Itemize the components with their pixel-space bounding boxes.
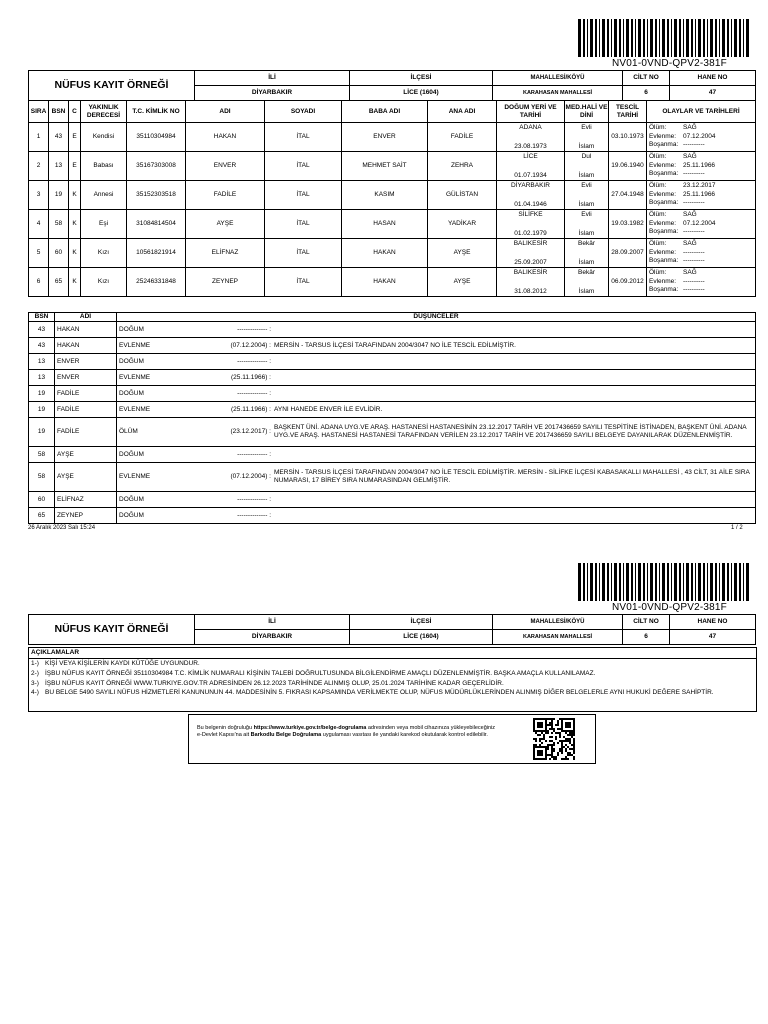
explanation-item: 4-) BU BELGE 5490 SAYILI NÜFUS HİZMETLERİ KANUNUNUN 44. MADDESİNİN 5. FIKRASI KAPSAMINDA VERİLMEKTE OLUP, NÜFUS MÜDÜRLÜKLERİNDEN ALINMIŞ DİĞER BELGELERLE AYNI HUKUKİ DEĞERE SAHİPTİR. (31, 689, 714, 697)
medeni-hali-dini: Bekâr İslam (565, 268, 609, 297)
cinsiyet: K (69, 268, 81, 297)
note-detail (117, 402, 756, 418)
ana-adi: AYŞE (428, 268, 497, 297)
note-bsn: 58 (29, 463, 55, 492)
person-row (29, 181, 756, 210)
hane-value: 47 (670, 86, 756, 101)
baba-adi: KASIM (342, 181, 428, 210)
dogum-yeri-tarihi: BALIKESİR 31.08.2012 (497, 268, 565, 297)
cilt-label: CİLT NO (623, 71, 670, 86)
yakinlik: Eşi (81, 210, 127, 239)
note-event: EVLENME (119, 405, 151, 413)
bsn: 60 (49, 239, 69, 268)
col-sira: SIRA (29, 101, 49, 123)
col-c: C (69, 101, 81, 123)
col-ana: ANA ADI (428, 101, 497, 123)
note-event: EVLENME (119, 341, 151, 349)
tc-kimlik-no: 31084814504 (127, 210, 186, 239)
ilce-label: İLÇESİ (350, 71, 493, 86)
note-date: -------------- : (237, 511, 271, 519)
il-label: İLİ (195, 615, 350, 630)
medeni-hali-dini: Evli İslam (565, 210, 609, 239)
tescil-tarihi: 19.06.1940 (609, 152, 647, 181)
note-row (29, 508, 756, 524)
note-bsn: 19 (29, 402, 55, 418)
note-date: (25.11.1966) : (231, 405, 271, 413)
explanation-item: 3-) İŞBU NÜFUS KAYIT ÖRNEĞİ WWW.TURKIYE.GOV.TR ADRESİNDEN 26.12.2023 TARİHİNDE ALINMIŞ OLUP, 25.01.2024 TARİHİNE KADAR GEÇERLİDİR. (31, 679, 504, 687)
note-adi: HAKAN (55, 322, 117, 338)
dogum-yeri-tarihi: DİYARBAKIR 01.04.1946 (497, 181, 565, 210)
barcode (578, 19, 752, 57)
ana-adi: YADİKAR (428, 210, 497, 239)
header-table (28, 70, 756, 101)
verification-text: Bu belgenin doğruluğu https://www.turkiye.gov.tr/belge-dogrulama adresinden veya mobil cihazınıza yükleyebileceğiniz e-Devlet Kapısı'na ait Barkodlu Belge Doğrulama uygulaması vasıtası ile yandaki karekod okutularak kontrol edilebilir. (197, 725, 496, 739)
person-row (29, 152, 756, 181)
yakinlik: Babası (81, 152, 127, 181)
note-detail (117, 370, 756, 386)
sira: 2 (29, 152, 49, 181)
adi: ELİFNAZ (186, 239, 265, 268)
col-soyadi: SOYADI (265, 101, 342, 123)
explanations-box (28, 647, 757, 712)
cinsiyet: K (69, 239, 81, 268)
baba-adi: MEHMET SAİT (342, 152, 428, 181)
note-bsn: 13 (29, 354, 55, 370)
note-detail (117, 508, 756, 524)
print-timestamp: 26 Aralık 2023 Salı 15:24 (28, 525, 96, 531)
olaylar: Ölüm: SAĞ Evlenme: 25.11.1966 Boşanma: ---------- (647, 152, 756, 181)
note-text: AYNI HANEDE ENVER İLE EVLİDİR. (274, 405, 383, 413)
mahalle-value: KARAHASAN MAHALLESİ (493, 630, 623, 645)
note-date: -------------- : (237, 357, 271, 365)
note-detail (117, 492, 756, 508)
col-adi: ADI (186, 101, 265, 123)
note-date: -------------- : (237, 495, 271, 503)
note-row (29, 338, 756, 354)
page-number: 1 / 2 (731, 525, 743, 531)
medeni-hali-dini: Dul İslam (565, 152, 609, 181)
notes-table (28, 312, 756, 524)
note-adi: HAKAN (55, 338, 117, 354)
hane-label: HANE NO (670, 71, 756, 86)
adi: AYŞE (186, 210, 265, 239)
note-event: DOĞUM (119, 450, 144, 458)
note-event: EVLENME (119, 473, 151, 481)
notes-col-dusunceler: DÜŞÜNCELER (117, 313, 756, 322)
ana-adi: AYŞE (428, 239, 497, 268)
note-row (29, 418, 756, 447)
col-medeni: MED.HALİ VE DİNİ (565, 101, 609, 123)
soyadi: İTAL (265, 181, 342, 210)
cilt-value: 6 (623, 630, 670, 645)
olaylar: Ölüm: 23.12.2017 Evlenme: 25.11.1966 Boşanma: ---------- (647, 181, 756, 210)
olaylar: Ölüm: SAĞ Evlenme: 07.12.2004 Boşanma: ---------- (647, 123, 756, 152)
yakinlik: Kızı (81, 268, 127, 297)
col-tc: T.C. KİMLİK NO (127, 101, 186, 123)
note-date: (23.12.2017) : (230, 428, 271, 436)
note-adi: ENVER (55, 354, 117, 370)
note-detail (117, 386, 756, 402)
note-date: (07.12.2004) : (230, 341, 271, 349)
sira: 1 (29, 123, 49, 152)
verification-url[interactable]: https://www.turkiye.gov.tr/belge-dogrulama (253, 725, 367, 731)
olaylar: Ölüm: SAĞ Evlenme: ---------- Boşanma: ---------- (647, 268, 756, 297)
note-row (29, 402, 756, 418)
olaylar: Ölüm: SAĞ Evlenme: 07.12.2004 Boşanma: ---------- (647, 210, 756, 239)
form-title: NÜFUS KAYIT ÖRNEĞİ (29, 615, 195, 645)
note-row (29, 386, 756, 402)
note-text: MERSİN - TARSUS İLÇESİ TARAFINDAN 2004/3047 NO İLE TESCİL EDİLMİŞTİR. (274, 341, 516, 349)
medeni-hali-dini: Evli İslam (565, 181, 609, 210)
note-event: DOĞUM (119, 511, 144, 519)
cinsiyet: K (69, 181, 81, 210)
note-adi: FADİLE (55, 418, 117, 447)
tc-kimlik-no: 10561821914 (127, 239, 186, 268)
note-bsn: 19 (29, 418, 55, 447)
cinsiyet: E (69, 152, 81, 181)
olaylar: Ölüm: SAĞ Evlenme: ---------- Boşanma: ---------- (647, 239, 756, 268)
baba-adi: HASAN (342, 210, 428, 239)
notes-col-adi: ADI (55, 313, 117, 322)
bsn: 43 (49, 123, 69, 152)
explanation-item: 2-) İŞBU NÜFUS KAYIT ÖRNEĞİ 35110304984 T.C. KİMLİK NUMARALI KİŞİNİN TALEBİ DOĞRULTUSUNDA BİLGİLENDİRME AMAÇLI DÜZENLENMİŞTİR. BAŞKA AMAÇLA KULLANILAMAZ. (31, 669, 596, 677)
ana-adi: GÜLİSTAN (428, 181, 497, 210)
note-detail (117, 338, 756, 354)
verification-box (188, 714, 596, 764)
note-event: DOĞUM (119, 357, 144, 365)
yakinlik: Annesi (81, 181, 127, 210)
yakinlik: Kendisi (81, 123, 127, 152)
sira: 6 (29, 268, 49, 297)
bsn: 13 (49, 152, 69, 181)
person-row (29, 210, 756, 239)
col-dogum: DOĞUM YERİ VE TARİHİ (497, 101, 565, 123)
document-number: NV01-0VND-QPV2-381F (612, 602, 727, 613)
note-bsn: 60 (29, 492, 55, 508)
il-label: İLİ (195, 71, 350, 86)
yakinlik: Kızı (81, 239, 127, 268)
col-bsn: BSN (49, 101, 69, 123)
tc-kimlik-no: 35110304984 (127, 123, 186, 152)
adi: ENVER (186, 152, 265, 181)
mahalle-label: MAHALLESİ/KÖYÜ (493, 615, 623, 630)
bsn: 19 (49, 181, 69, 210)
note-bsn: 43 (29, 322, 55, 338)
ana-adi: FADİLE (428, 123, 497, 152)
note-row (29, 370, 756, 386)
note-adi: FADİLE (55, 386, 117, 402)
note-detail (117, 322, 756, 338)
mahalle-label: MAHALLESİ/KÖYÜ (493, 71, 623, 86)
document-number: NV01-0VND-QPV2-381F (612, 58, 727, 69)
note-row (29, 354, 756, 370)
note-detail (117, 447, 756, 463)
ilce-value: LİCE (1604) (350, 630, 493, 645)
bsn: 65 (49, 268, 69, 297)
dogum-yeri-tarihi: ADANA 23.08.1973 (497, 123, 565, 152)
hane-value: 47 (670, 630, 756, 645)
tc-kimlik-no: 35167303008 (127, 152, 186, 181)
cinsiyet: E (69, 123, 81, 152)
dogum-yeri-tarihi: BALIKESİR 25.09.2007 (497, 239, 565, 268)
tescil-tarihi: 19.03.1982 (609, 210, 647, 239)
col-tescil: TESCİL TARİHİ (609, 101, 647, 123)
ana-adi: ZEHRA (428, 152, 497, 181)
note-adi: AYŞE (55, 463, 117, 492)
persons-table (28, 100, 756, 297)
tescil-tarihi: 27.04.1948 (609, 181, 647, 210)
tescil-tarihi: 28.09.2007 (609, 239, 647, 268)
notes-col-bsn: BSN (29, 313, 55, 322)
il-value: DİYARBAKIR (195, 630, 350, 645)
dogum-yeri-tarihi: SİLİFKE 01.02.1979 (497, 210, 565, 239)
ilce-value: LİCE (1604) (350, 86, 493, 101)
note-date: (25.11.1966) : (231, 373, 271, 381)
note-row (29, 322, 756, 338)
soyadi: İTAL (265, 210, 342, 239)
note-row (29, 492, 756, 508)
baba-adi: HAKAN (342, 268, 428, 297)
adi: ZEYNEP (186, 268, 265, 297)
sira: 3 (29, 181, 49, 210)
note-bsn: 58 (29, 447, 55, 463)
note-bsn: 43 (29, 338, 55, 354)
note-event: DOĞUM (119, 325, 144, 333)
note-adi: FADİLE (55, 402, 117, 418)
note-row (29, 463, 756, 492)
tescil-tarihi: 03.10.1973 (609, 123, 647, 152)
sira: 5 (29, 239, 49, 268)
qr-code[interactable] (533, 718, 575, 760)
note-event: ÖLÜM (119, 428, 138, 436)
note-detail (117, 418, 756, 447)
note-adi: AYŞE (55, 447, 117, 463)
medeni-hali-dini: Bekâr İslam (565, 239, 609, 268)
note-bsn: 65 (29, 508, 55, 524)
sira: 4 (29, 210, 49, 239)
note-date: -------------- : (237, 389, 271, 397)
baba-adi: ENVER (342, 123, 428, 152)
note-row (29, 447, 756, 463)
medeni-hali-dini: Evli İslam (565, 123, 609, 152)
form-title: NÜFUS KAYIT ÖRNEĞİ (29, 71, 195, 101)
soyadi: İTAL (265, 268, 342, 297)
note-event: EVLENME (119, 373, 151, 381)
dogum-yeri-tarihi: LİCE 01.07.1934 (497, 152, 565, 181)
cilt-value: 6 (623, 86, 670, 101)
note-bsn: 13 (29, 370, 55, 386)
note-date: -------------- : (237, 450, 271, 458)
baba-adi: HAKAN (342, 239, 428, 268)
person-row (29, 123, 756, 152)
note-text: BAŞKENT ÜNİ. ADANA UYG.VE ARAŞ. HASTANESİ HASTANESİNİN 23.12.2017 TARİH VE 2017436659 SAYILI TESPİTİNE İSTİNADEN, BAŞKENT ÜNİ. ADANA UYG.VE ARAŞ. HASTANESİ HASTANESİ TARAFINDAN VERİLEN 23.12.2017 TARİH VE 2017436659 SAYILI BELGEYE DAYANILARAK DÜZENLENMİŞTİR. (274, 424, 747, 439)
tc-kimlik-no: 35152303518 (127, 181, 186, 210)
explanations-title: AÇIKLAMALAR (29, 648, 756, 659)
note-text: MERSİN - TARSUS İLÇESİ TARAFINDAN 2004/3047 NO İLE TESCİL EDİLMİŞTİR. MERSİN - SİLİFKE İLÇESİ KABASAKALLI MAHALLESİ , 43 CİLT, 31 AİLE SIRA NUMARASI, 17 BİREY SIRA NUMARASINDAN GELMİŞTİR. (274, 469, 750, 484)
note-bsn: 19 (29, 386, 55, 402)
barcode (578, 563, 752, 601)
hane-label: HANE NO (670, 615, 756, 630)
ilce-label: İLÇESİ (350, 615, 493, 630)
person-row (29, 268, 756, 297)
col-baba: BABA ADI (342, 101, 428, 123)
mahalle-value: KARAHASAN MAHALLESİ (493, 86, 623, 101)
cilt-label: CİLT NO (623, 615, 670, 630)
note-event: DOĞUM (119, 389, 144, 397)
note-date: (07.12.2004) : (230, 473, 271, 481)
col-olaylar: OLAYLAR VE TARİHLERİ (647, 101, 756, 123)
note-event: DOĞUM (119, 495, 144, 503)
note-detail (117, 463, 756, 492)
verification-app-name: Barkodlu Belge Doğrulama (250, 732, 322, 739)
adi: HAKAN (186, 123, 265, 152)
soyadi: İTAL (265, 239, 342, 268)
person-row (29, 239, 756, 268)
tescil-tarihi: 06.09.2012 (609, 268, 647, 297)
explanation-item: 1-) KİŞİ VEYA KİŞİLERİN KAYDI KÜTÜĞE UYGUNDUR. (31, 660, 200, 667)
il-value: DİYARBAKIR (195, 86, 350, 101)
note-date: -------------- : (237, 325, 271, 333)
note-adi: ELİFNAZ (55, 492, 117, 508)
col-yakinlik: YAKINLIK DERECESİ (81, 101, 127, 123)
tc-kimlik-no: 25246331848 (127, 268, 186, 297)
soyadi: İTAL (265, 152, 342, 181)
cinsiyet: K (69, 210, 81, 239)
soyadi: İTAL (265, 123, 342, 152)
bsn: 58 (49, 210, 69, 239)
note-detail (117, 354, 756, 370)
header-table (28, 614, 756, 645)
note-adi: ENVER (55, 370, 117, 386)
adi: FADİLE (186, 181, 265, 210)
note-adi: ZEYNEP (55, 508, 117, 524)
